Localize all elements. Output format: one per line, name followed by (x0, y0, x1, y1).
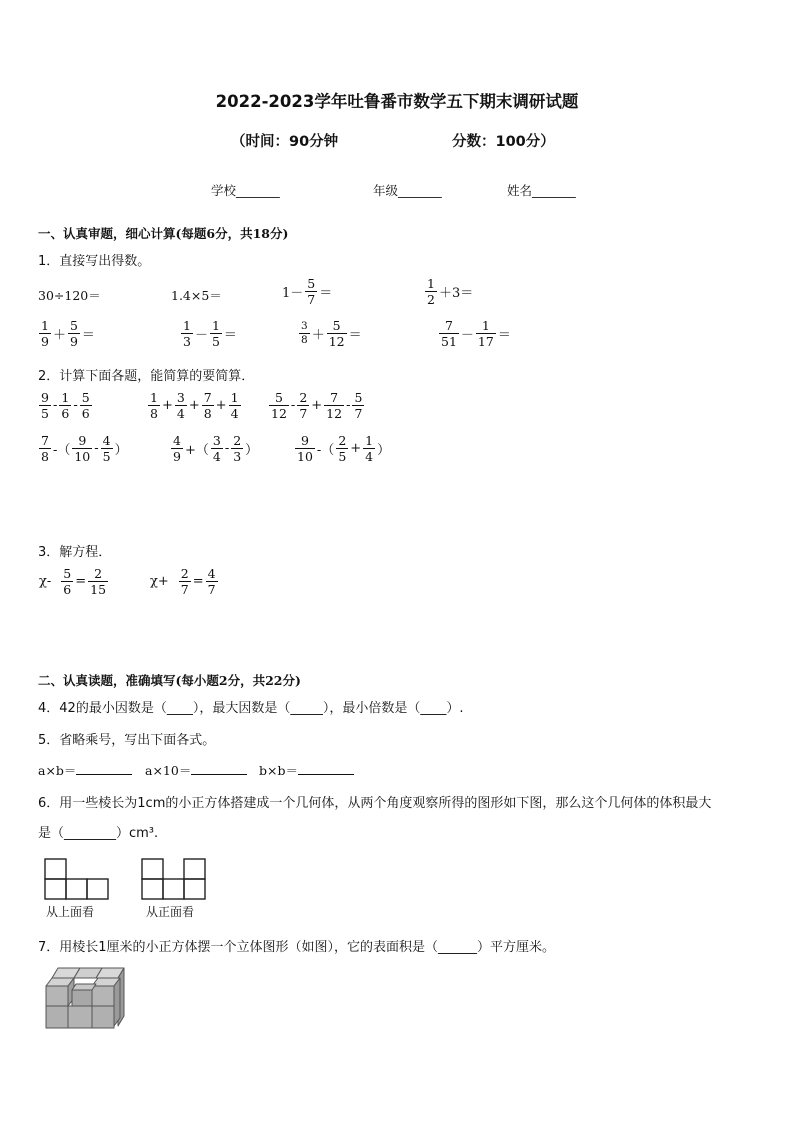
front-view-label: 从正面看 (146, 905, 195, 919)
denominator: 7 (307, 292, 316, 307)
fraction (363, 433, 375, 464)
q1-item-c (281, 276, 333, 307)
q5-item-b (145, 761, 247, 779)
section1-title: 一、认真审题，细心计算(每题6分，共18分) (38, 226, 289, 241)
equals-sign: = (75, 574, 87, 589)
numerator: 1 (230, 390, 239, 405)
fraction (179, 566, 191, 597)
numerator: 1 (41, 318, 49, 333)
fraction (476, 318, 496, 349)
denominator: 10 (297, 449, 313, 464)
numerator: 2 (299, 390, 308, 405)
front-view-figure (141, 858, 209, 901)
close-paren: ） (114, 443, 128, 458)
operator: － (460, 328, 474, 343)
page-title: 2022-2023学年吐鲁番市数学五下期末调研试题 (215, 92, 579, 111)
numerator: 2 (94, 566, 103, 581)
q1-item-d (424, 276, 474, 307)
q5-item-a (38, 761, 132, 779)
denominator: 9 (69, 334, 78, 349)
fraction (68, 318, 80, 349)
denominator: 15 (90, 582, 107, 597)
q5-text: 5．省略乘号，写出下面各式。 (38, 733, 216, 748)
numerator: 7 (203, 390, 212, 405)
operator: + (188, 398, 200, 413)
section2-title: 二、认真读题，准确填写(每小题2分，共22分) (38, 673, 301, 688)
numerator: 3 (176, 390, 185, 405)
q1-text: 1．直接写出得数。 (38, 254, 151, 269)
fraction (229, 390, 241, 421)
numerator: 9 (300, 433, 309, 448)
exam-time: （时间：90分钟 (231, 134, 339, 150)
denominator: 3 (233, 449, 242, 464)
operator: +（ (184, 443, 209, 458)
equals-sign: ＝ (497, 328, 511, 343)
school-field[interactable]: 学校_______ (211, 183, 280, 198)
numerator: 1 (365, 433, 374, 448)
denominator: 12 (326, 406, 343, 421)
operator: + (215, 398, 227, 413)
top-view-figure (44, 858, 112, 901)
denominator: 2 (427, 292, 435, 307)
fraction (231, 433, 243, 464)
numerator: 1 (427, 276, 435, 291)
denominator: 7 (354, 406, 363, 421)
fraction (269, 390, 289, 421)
numerator: 7 (330, 390, 339, 405)
cube-stack-figure (42, 966, 134, 1036)
q1-item-g (298, 318, 363, 349)
numerator: 5 (307, 276, 316, 291)
fraction (295, 433, 315, 464)
q3-text: 3．解方程． (38, 545, 112, 560)
q2-item-a (38, 390, 93, 421)
denominator: 5 (41, 406, 49, 421)
exam-score: 分数：100分） (452, 134, 555, 150)
close-paren: ） (245, 443, 259, 458)
fraction (175, 390, 187, 421)
operator: - (224, 441, 230, 456)
operator: － (194, 328, 208, 343)
grade-field[interactable]: 年级_______ (373, 183, 442, 198)
q7-text: 7．用棱长1厘米的小正方体摆一个立体图形（如图），它的表面积是（______）平方厘米。 (38, 940, 556, 955)
denominator: 17 (477, 334, 494, 349)
equals-sign: = (192, 574, 204, 589)
q3-item-a (38, 566, 109, 597)
q2-item-d (38, 433, 129, 464)
numerator: 4 (207, 566, 216, 581)
fraction (305, 276, 317, 307)
close-paren: ） (377, 443, 391, 458)
denominator: 8 (41, 449, 49, 464)
numerator: 2 (233, 433, 242, 448)
q1-item-b: 1.4×5＝ (171, 288, 222, 303)
numerator: 5 (332, 318, 341, 333)
fraction (202, 390, 214, 421)
operator: + (161, 398, 173, 413)
q3-item-b (149, 566, 219, 597)
q2-text: 2．计算下面各题，能简算的要简算． (38, 369, 255, 384)
numerator: 5 (63, 566, 72, 581)
denominator: 7 (299, 406, 308, 421)
denominator: 8 (150, 406, 158, 421)
q4-text: 4．42的最小因数是（____），最大因数是（_____），最小倍数是（____）. (38, 701, 464, 716)
denominator: 9 (41, 334, 49, 349)
operator: -（ (316, 443, 335, 458)
answer-blank[interactable] (76, 762, 132, 775)
equals-sign: ＝ (319, 286, 333, 301)
expression: a×b＝ (38, 763, 77, 778)
fraction (80, 390, 92, 421)
operator: + (311, 398, 323, 413)
numerator: 5 (81, 390, 90, 405)
denominator: 4 (176, 406, 185, 421)
fraction (101, 433, 113, 464)
numerator: 3 (212, 433, 221, 448)
variable: χ- (39, 574, 52, 589)
denominator: 9 (173, 449, 181, 464)
fraction (39, 390, 51, 421)
q1-item-a: 30÷120＝ (38, 288, 101, 303)
numerator: 4 (173, 433, 181, 448)
operator: ＋ (52, 328, 66, 343)
numerator: 9 (78, 433, 87, 448)
fraction (148, 390, 160, 421)
numerator: 1 (481, 318, 490, 333)
numerator: 2 (180, 566, 189, 581)
operator: + (350, 441, 362, 456)
denominator: 4 (230, 406, 239, 421)
denominator: 7 (207, 582, 216, 597)
q1-item-h (438, 318, 512, 349)
equals-sign: ＝ (81, 328, 95, 343)
expression-rest: ＋3＝ (438, 286, 474, 301)
fraction (425, 276, 437, 307)
numerator: 5 (274, 390, 283, 405)
equals-sign: ＝ (348, 328, 362, 343)
fraction (61, 566, 73, 597)
fraction (72, 433, 92, 464)
numerator: 1 (183, 318, 191, 333)
denominator: 12 (328, 334, 345, 349)
variable: χ+ (150, 574, 169, 589)
denominator: 6 (61, 406, 70, 421)
numerator: 3 (301, 320, 308, 332)
operator: - (52, 398, 58, 413)
expression: a×10＝ (145, 763, 192, 778)
fraction (39, 318, 51, 349)
q2-item-c (268, 390, 365, 421)
fraction (211, 433, 223, 464)
fraction (59, 390, 71, 421)
denominator: 5 (102, 449, 111, 464)
numerator: 9 (41, 390, 49, 405)
numerator: 1 (211, 318, 220, 333)
numerator: 4 (102, 433, 111, 448)
denominator: 4 (212, 449, 221, 464)
numerator: 7 (41, 433, 49, 448)
equals-sign: ＝ (223, 328, 237, 343)
whole-part: 1－ (282, 286, 304, 301)
fraction (324, 390, 344, 421)
q2-item-b (147, 390, 242, 421)
answer-blank[interactable] (298, 762, 354, 775)
numerator: 1 (61, 390, 70, 405)
q1-item-e (38, 318, 96, 349)
operator: -（ (52, 443, 71, 458)
denominator: 7 (180, 582, 189, 597)
operator: - (290, 398, 296, 413)
q2-item-e (170, 433, 259, 464)
operator: - (73, 398, 78, 413)
q6-line1: 6．用一些棱长为1cm的小正方体搭建成一个几何体，从两个角度观察所得的图形如下图，那么这个几何体的体积最大 (38, 796, 712, 811)
denominator: 5 (338, 449, 347, 464)
fraction (336, 433, 348, 464)
answer-blank[interactable] (191, 762, 247, 775)
denominator: 12 (271, 406, 287, 421)
fraction (181, 318, 193, 349)
denominator: 5 (211, 334, 220, 349)
denominator: 4 (365, 449, 374, 464)
name-field[interactable]: 姓名_______ (507, 183, 576, 198)
fraction (352, 390, 364, 421)
fraction (299, 320, 310, 347)
numerator: 5 (354, 390, 363, 405)
operator: - (94, 441, 99, 456)
denominator: 8 (203, 406, 212, 421)
q2-item-f (294, 433, 391, 464)
denominator: 10 (74, 449, 91, 464)
top-view-label: 从上面看 (46, 905, 95, 919)
expression: b×b＝ (259, 763, 298, 778)
denominator: 8 (301, 334, 308, 346)
fraction (171, 433, 183, 464)
denominator: 6 (81, 406, 90, 421)
denominator: 6 (63, 582, 72, 597)
numerator: 2 (338, 433, 347, 448)
operator: ＋ (311, 328, 325, 343)
fraction (210, 318, 222, 349)
q1-item-f (180, 318, 238, 349)
numerator: 5 (69, 318, 78, 333)
denominator: 51 (441, 334, 457, 349)
q5-item-c (259, 761, 354, 779)
fraction (439, 318, 459, 349)
fraction (297, 390, 309, 421)
fraction (206, 566, 218, 597)
numerator: 7 (444, 318, 453, 333)
q6-line2: 是（________）cm³. (38, 826, 159, 841)
denominator: 3 (183, 334, 191, 349)
fraction (39, 433, 51, 464)
numerator: 1 (150, 390, 158, 405)
fraction (88, 566, 108, 597)
operator: - (346, 398, 351, 413)
fraction (327, 318, 347, 349)
